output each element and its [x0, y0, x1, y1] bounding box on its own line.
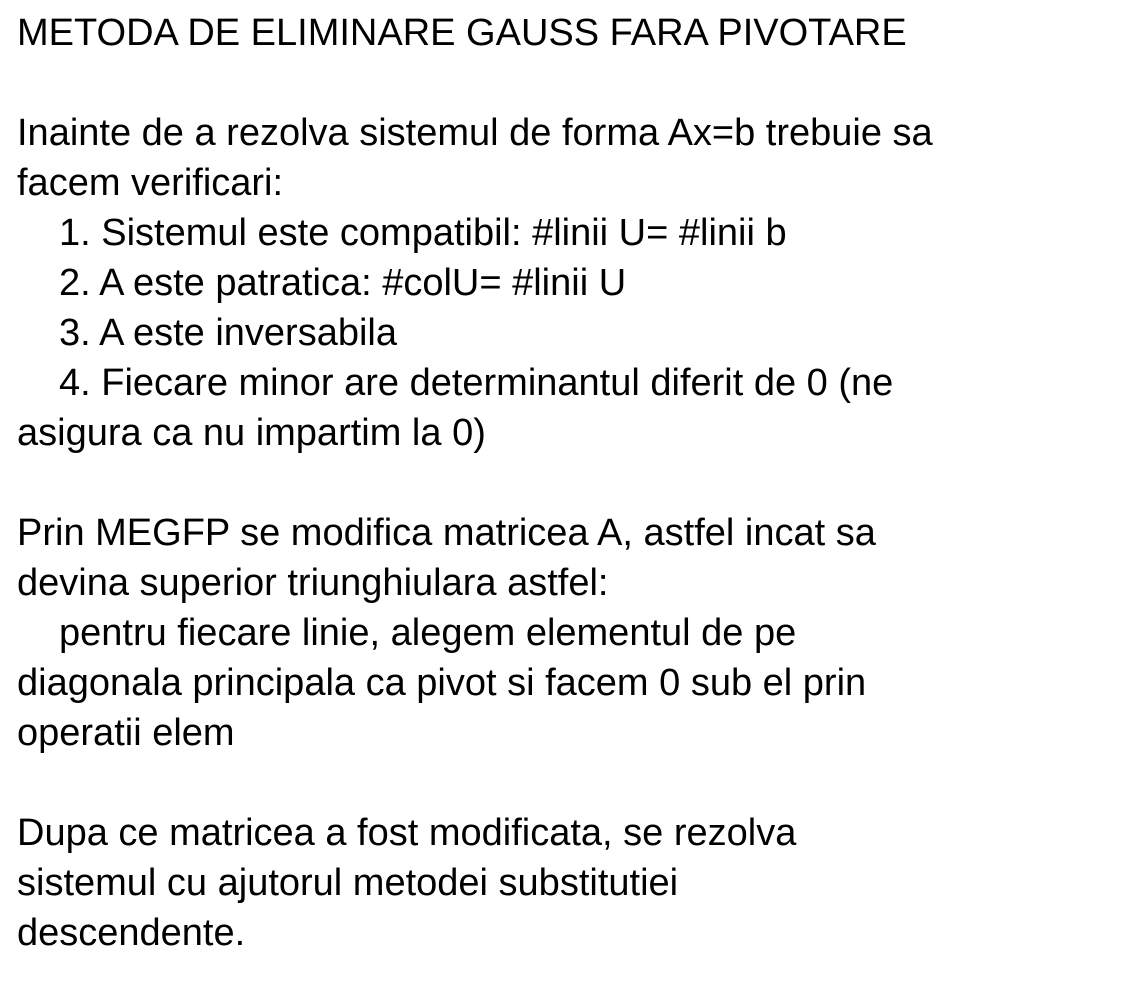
- intro-line-1: Inainte de a rezolva sistemul de forma Ax=b trebuie sa: [17, 112, 933, 154]
- final-line-2: sistemul cu ajutorul metodei substitutiei: [17, 862, 679, 904]
- check-item-4-continuation: asigura ca nu impartim la 0): [17, 412, 486, 454]
- final-line-1: Dupa ce matricea a fost modificata, se rezolva: [17, 812, 797, 854]
- intro-line-2: facem verificari:: [17, 162, 284, 204]
- note-title: METODA DE ELIMINARE GAUSS FARA PIVOTARE: [17, 12, 907, 54]
- blank-line: [17, 58, 1107, 108]
- megfp-line-5: operatii elem: [17, 712, 235, 754]
- megfp-line-4: diagonala principala ca pivot si facem 0 sub el prin: [17, 662, 867, 704]
- blank-line: [17, 758, 1107, 808]
- check-item-3: 3. A este inversabila: [59, 312, 397, 354]
- check-item-2: 2. A este patratica: #colU= #linii U: [59, 262, 627, 304]
- megfp-line-1: Prin MEGFP se modifica matricea A, astfel incat sa: [17, 512, 876, 554]
- final-line-3: descendente.: [17, 912, 246, 954]
- megfp-line-3: pentru fiecare linie, alegem elementul de pe: [59, 612, 797, 654]
- check-item-4: 4. Fiecare minor are determinantul diferit de 0 (ne: [59, 362, 894, 404]
- blank-line: [17, 458, 1107, 508]
- megfp-line-2: devina superior triunghiulara astfel:: [17, 562, 609, 604]
- check-item-1: 1. Sistemul este compatibil: #linii U= #linii b: [59, 212, 787, 254]
